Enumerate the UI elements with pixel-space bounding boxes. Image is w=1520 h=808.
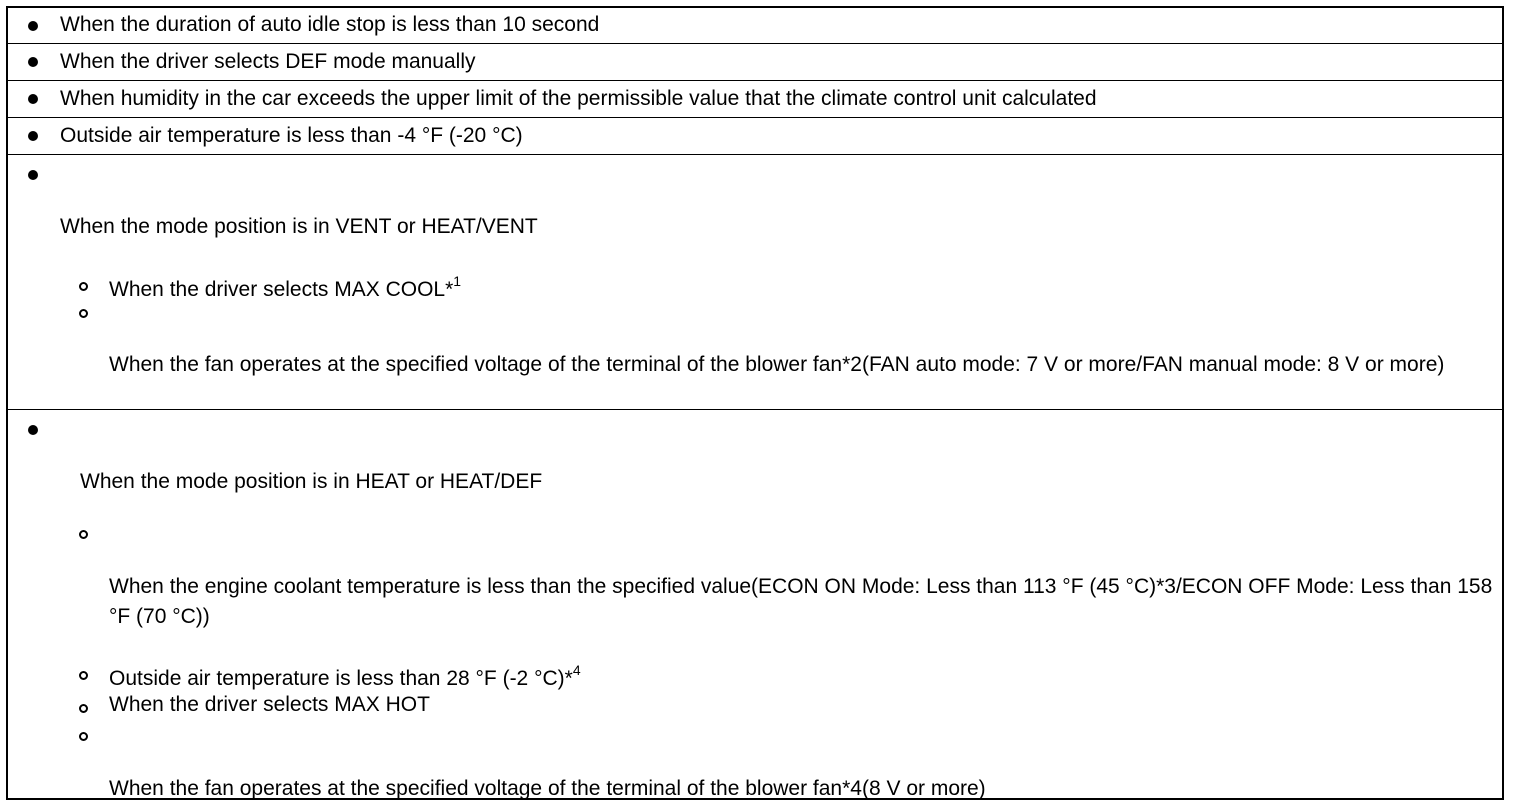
table-row [8, 44, 1502, 81]
vent-fan-condition: When the fan operates at the specified voltage of the terminal of the blower fan*2(FAN auto mode: 7 V or more/FAN manual mode: 8 V or more) [109, 353, 1445, 376]
bullet-icon [28, 131, 38, 141]
bullet-icon [28, 425, 38, 435]
circle-bullet-icon [79, 671, 88, 680]
bullet-icon [28, 21, 38, 31]
circle-bullet-icon [79, 530, 88, 539]
condition-text: When humidity in the car exceeds the upper limit of the permissible value that the climate control unit calculated [60, 87, 1097, 110]
circle-bullet-icon [79, 282, 88, 291]
max-cool-condition: When the driver selects MAX COOL*$^1$ [109, 273, 462, 301]
max-hot-condition: When the driver selects MAX HOT [109, 693, 430, 716]
table-row [8, 81, 1502, 118]
vent-mode-title: When the mode position is in VENT or HEAT/VENT [60, 215, 538, 238]
circle-bullet-icon [79, 704, 88, 713]
circle-bullet-icon [79, 309, 88, 318]
table-row-heat [8, 410, 1502, 800]
table-row [8, 118, 1502, 155]
outside-temp-condition: Outside air temperature is less than 28 °F (-2 °C)*$^4$ [109, 662, 581, 690]
conditions-table [6, 6, 1504, 800]
heat-fan-condition: When the fan operates at the specified voltage of the terminal of the blower fan*4(8 V or more) [109, 777, 986, 800]
circle-bullet-icon [79, 732, 88, 741]
condition-text: When the duration of auto idle stop is less than 10 second [60, 13, 600, 36]
bullet-icon [28, 94, 38, 104]
condition-text: When the driver selects DEF mode manually [60, 50, 476, 73]
bullet-icon [28, 170, 38, 180]
table-row-vent [8, 155, 1502, 410]
coolant-condition: When the engine coolant temperature is less than the specified value(ECON ON Mode: Less than 113 °F (45 °C)*3/ECON OFF Mode: Less than 158 °F (70 °C)) [109, 575, 1493, 628]
heat-mode-title: When the mode position is in HEAT or HEAT/DEF [80, 470, 543, 493]
table-row [8, 8, 1502, 44]
condition-text: Outside air temperature is less than -4 °F (-20 °C) [60, 124, 523, 147]
bullet-icon [28, 57, 38, 67]
